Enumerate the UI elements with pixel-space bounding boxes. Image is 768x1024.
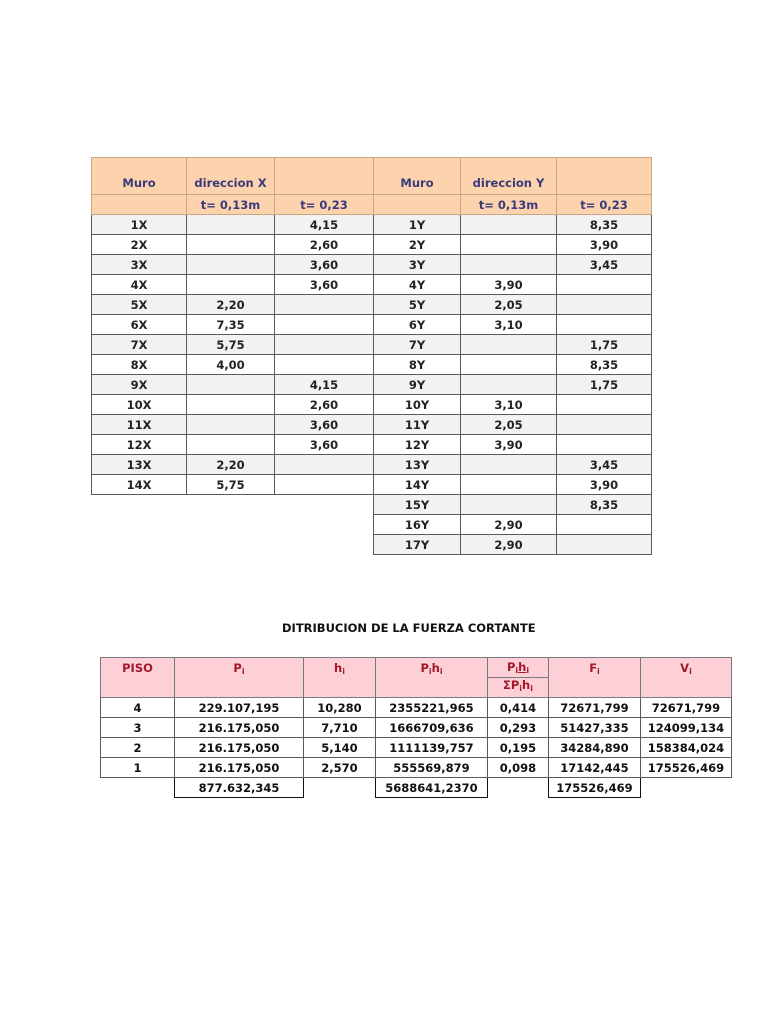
dist-row: [101, 738, 732, 758]
wall-cell-x13: 7,35: [187, 315, 275, 335]
dist-cell-ratio: 0,414: [488, 698, 549, 718]
wall-row: [92, 535, 652, 555]
wall-cell-y13: [461, 355, 557, 375]
wall-cell-y23: 3,45: [557, 455, 652, 475]
header-empty-x: [275, 158, 374, 195]
totals-blank-4: [641, 778, 732, 798]
header-pi-label: P: [233, 661, 242, 675]
wall-cell-x23: [275, 515, 374, 535]
wall-cell-y13: 3,10: [461, 315, 557, 335]
wall-cell-x13: [187, 435, 275, 455]
wall-cell-y23: [557, 515, 652, 535]
wall-cell-x13: 2,20: [187, 455, 275, 475]
total-pihi: 5688641,2370: [376, 778, 488, 798]
header-pihi-p: P: [420, 661, 429, 675]
header-pihi-h-sub: i: [439, 667, 443, 676]
header-vi-sub: i: [689, 667, 692, 676]
wall-cell-x: 12X: [92, 435, 187, 455]
totals-blank-2: [304, 778, 376, 798]
wall-cell-y13: [461, 255, 557, 275]
header-t023-x: t= 0,23: [275, 195, 374, 215]
header-ratio-denominator: [488, 678, 549, 698]
dist-cell-pihi: 555569,879: [376, 758, 488, 778]
wall-cell-x: [92, 495, 187, 515]
dist-row: [101, 718, 732, 738]
header-muro-x: Muro: [92, 158, 187, 195]
dist-cell-piso: 2: [101, 738, 175, 758]
header-direccion-x: direccion X: [187, 158, 275, 195]
wall-cell-y23: 1,75: [557, 375, 652, 395]
wall-row: [92, 235, 652, 255]
header-t013-y: t= 0,13m: [461, 195, 557, 215]
wall-cell-y23: 3,45: [557, 255, 652, 275]
wall-cell-y23: 1,75: [557, 335, 652, 355]
dist-cell-fi: 72671,799: [549, 698, 641, 718]
wall-cell-x: 1X: [92, 215, 187, 235]
wall-cell-x13: 2,20: [187, 295, 275, 315]
header-direccion-y: direccion Y: [461, 158, 557, 195]
totals-blank-1: [101, 778, 175, 798]
wall-cell-y23: 8,35: [557, 355, 652, 375]
wall-cell-x: 6X: [92, 315, 187, 335]
wall-cell-x13: [187, 215, 275, 235]
wall-cell-y23: 3,90: [557, 235, 652, 255]
wall-cell-y: 9Y: [374, 375, 461, 395]
wall-cell-x: 11X: [92, 415, 187, 435]
ratio-num-h: h: [518, 660, 527, 674]
wall-cell-x13: [187, 375, 275, 395]
shear-distribution-table: [100, 657, 732, 798]
wall-cell-y13: 3,90: [461, 435, 557, 455]
wall-cell-x13: [187, 495, 275, 515]
wall-cell-y23: [557, 295, 652, 315]
wall-cell-y: 5Y: [374, 295, 461, 315]
dist-header-row-1: [101, 658, 732, 678]
dist-cell-hi: 2,570: [304, 758, 376, 778]
header-blank-x: [92, 195, 187, 215]
wall-cell-x: [92, 535, 187, 555]
wall-cell-y: 2Y: [374, 235, 461, 255]
wall-cell-x23: [275, 475, 374, 495]
header-pihi-p-sub: i: [428, 667, 432, 676]
wall-row: [92, 435, 652, 455]
wall-row: [92, 495, 652, 515]
wall-cell-y13: 3,10: [461, 395, 557, 415]
wall-row: [92, 335, 652, 355]
wall-cell-x: 8X: [92, 355, 187, 375]
dist-cell-ratio: 0,098: [488, 758, 549, 778]
ratio-num-h-sub: i: [526, 666, 530, 675]
wall-cell-y: 10Y: [374, 395, 461, 415]
wall-cell-y23: [557, 275, 652, 295]
header-fi-label: F: [589, 661, 598, 675]
dist-cell-vi: 175526,469: [641, 758, 732, 778]
wall-cell-x23: [275, 455, 374, 475]
wall-cell-x: 4X: [92, 275, 187, 295]
wall-cell-x13: [187, 255, 275, 275]
dist-cell-hi: 7,710: [304, 718, 376, 738]
dist-cell-vi: 158384,024: [641, 738, 732, 758]
header-vi: [641, 658, 732, 698]
dist-cell-hi: 10,280: [304, 698, 376, 718]
wall-cell-x23: [275, 535, 374, 555]
wall-cell-y13: 2,05: [461, 415, 557, 435]
dist-cell-vi: 72671,799: [641, 698, 732, 718]
wall-cell-y23: [557, 315, 652, 335]
header-vi-label: V: [680, 661, 690, 675]
wall-cell-y13: [461, 475, 557, 495]
dist-cell-pi: 216.175,050: [175, 738, 304, 758]
dist-cell-fi: 34284,890: [549, 738, 641, 758]
header-hi-sub: i: [342, 667, 345, 676]
wall-cell-x23: 4,15: [275, 375, 374, 395]
wall-cell-x23: 3,60: [275, 415, 374, 435]
wall-cell-y: 7Y: [374, 335, 461, 355]
wall-cell-x: 14X: [92, 475, 187, 495]
walls-table-body: [92, 215, 652, 555]
wall-cell-y23: [557, 435, 652, 455]
wall-cell-x23: [275, 335, 374, 355]
wall-cell-y: 12Y: [374, 435, 461, 455]
ratio-den-h-sub: i: [530, 684, 533, 693]
dist-totals-row: [101, 778, 732, 798]
walls-header-row-2: [92, 195, 652, 215]
wall-cell-x23: [275, 355, 374, 375]
wall-row: [92, 255, 652, 275]
dist-cell-pi: 216.175,050: [175, 758, 304, 778]
wall-cell-y23: [557, 415, 652, 435]
dist-cell-pi: 216.175,050: [175, 718, 304, 738]
wall-cell-y13: [461, 335, 557, 355]
dist-cell-fi: 51427,335: [549, 718, 641, 738]
wall-cell-y: 8Y: [374, 355, 461, 375]
wall-cell-x23: 3,60: [275, 255, 374, 275]
wall-cell-y13: [461, 495, 557, 515]
wall-cell-y: 16Y: [374, 515, 461, 535]
wall-cell-y23: [557, 395, 652, 415]
wall-cell-x13: 4,00: [187, 355, 275, 375]
header-piso: PISO: [101, 658, 175, 698]
ratio-den-h: h: [522, 678, 531, 692]
wall-cell-y: 3Y: [374, 255, 461, 275]
header-pihi-h: h: [431, 661, 440, 675]
header-pihi: [376, 658, 488, 698]
wall-cell-y13: [461, 235, 557, 255]
dist-cell-pihi: 1666709,636: [376, 718, 488, 738]
wall-cell-x23: [275, 495, 374, 515]
wall-row: [92, 275, 652, 295]
wall-cell-y23: 8,35: [557, 495, 652, 515]
header-t023-y: t= 0,23: [557, 195, 652, 215]
dist-cell-piso: 3: [101, 718, 175, 738]
dist-cell-fi: 17142,445: [549, 758, 641, 778]
dist-cell-ratio: 0,293: [488, 718, 549, 738]
dist-cell-pihi: 2355221,965: [376, 698, 488, 718]
dist-cell-vi: 124099,134: [641, 718, 732, 738]
wall-cell-y23: 3,90: [557, 475, 652, 495]
wall-row: [92, 475, 652, 495]
header-pi: [175, 658, 304, 698]
wall-cell-y13: [461, 375, 557, 395]
wall-cell-y13: [461, 455, 557, 475]
header-muro-y: Muro: [374, 158, 461, 195]
wall-row: [92, 415, 652, 435]
walls-header-row-1: [92, 158, 652, 195]
wall-cell-x13: [187, 415, 275, 435]
header-fi: [549, 658, 641, 698]
wall-row: [92, 375, 652, 395]
ratio-den-sp: ΣP: [503, 678, 520, 692]
wall-cell-x23: 3,60: [275, 275, 374, 295]
wall-cell-y: 13Y: [374, 455, 461, 475]
wall-cell-x: 9X: [92, 375, 187, 395]
wall-cell-x: 2X: [92, 235, 187, 255]
wall-cell-x23: 3,60: [275, 435, 374, 455]
wall-row: [92, 515, 652, 535]
wall-cell-y13: 3,90: [461, 275, 557, 295]
dist-cell-pihi: 1111139,757: [376, 738, 488, 758]
wall-cell-y: 11Y: [374, 415, 461, 435]
wall-cell-x23: 2,60: [275, 395, 374, 415]
dist-cell-hi: 5,140: [304, 738, 376, 758]
wall-cell-x: 5X: [92, 295, 187, 315]
ratio-num-p-sub: i: [515, 666, 519, 675]
wall-row: [92, 295, 652, 315]
header-fi-sub: i: [597, 667, 600, 676]
ratio-den-sp-sub: i: [519, 684, 523, 693]
dist-table-body: [101, 698, 732, 778]
header-empty-y: [557, 158, 652, 195]
wall-cell-x: 13X: [92, 455, 187, 475]
wall-row: [92, 355, 652, 375]
wall-cell-x13: [187, 515, 275, 535]
wall-cell-x13: [187, 535, 275, 555]
wall-cell-y: 1Y: [374, 215, 461, 235]
wall-cell-x23: [275, 315, 374, 335]
wall-row: [92, 455, 652, 475]
wall-cell-x13: [187, 395, 275, 415]
header-hi-label: h: [334, 661, 343, 675]
dist-cell-piso: 1: [101, 758, 175, 778]
wall-cell-y13: [461, 215, 557, 235]
total-fi: 175526,469: [549, 778, 641, 798]
wall-cell-y23: [557, 535, 652, 555]
wall-cell-x23: 4,15: [275, 215, 374, 235]
wall-cell-x13: 5,75: [187, 335, 275, 355]
header-hi: [304, 658, 376, 698]
wall-cell-x: 10X: [92, 395, 187, 415]
ratio-num-p: P: [506, 660, 516, 674]
header-t013-x: t= 0,13m: [187, 195, 275, 215]
wall-cell-y: 6Y: [374, 315, 461, 335]
wall-cell-y: 15Y: [374, 495, 461, 515]
wall-cell-y13: 2,05: [461, 295, 557, 315]
dist-cell-piso: 4: [101, 698, 175, 718]
dist-cell-ratio: 0,195: [488, 738, 549, 758]
dist-cell-pi: 229.107,195: [175, 698, 304, 718]
dist-row: [101, 698, 732, 718]
header-ratio-numerator: [488, 658, 549, 678]
wall-cell-y: 4Y: [374, 275, 461, 295]
wall-cell-y13: 2,90: [461, 515, 557, 535]
wall-cell-y: 17Y: [374, 535, 461, 555]
shear-distribution-title: DITRIBUCION DE LA FUERZA CORTANTE: [282, 621, 536, 635]
wall-cell-x13: [187, 275, 275, 295]
wall-cell-x: [92, 515, 187, 535]
header-pi-sub: i: [241, 667, 245, 676]
walls-table: [91, 157, 652, 555]
total-pi: 877.632,345: [175, 778, 304, 798]
wall-cell-y: 14Y: [374, 475, 461, 495]
wall-cell-x23: [275, 295, 374, 315]
wall-row: [92, 395, 652, 415]
wall-cell-x: 7X: [92, 335, 187, 355]
wall-cell-y23: 8,35: [557, 215, 652, 235]
wall-cell-x: 3X: [92, 255, 187, 275]
dist-row: [101, 758, 732, 778]
wall-cell-x13: 5,75: [187, 475, 275, 495]
totals-blank-3: [488, 778, 549, 798]
wall-row: [92, 315, 652, 335]
wall-cell-x13: [187, 235, 275, 255]
header-blank-y: [374, 195, 461, 215]
wall-row: [92, 215, 652, 235]
wall-cell-x23: 2,60: [275, 235, 374, 255]
wall-cell-y13: 2,90: [461, 535, 557, 555]
